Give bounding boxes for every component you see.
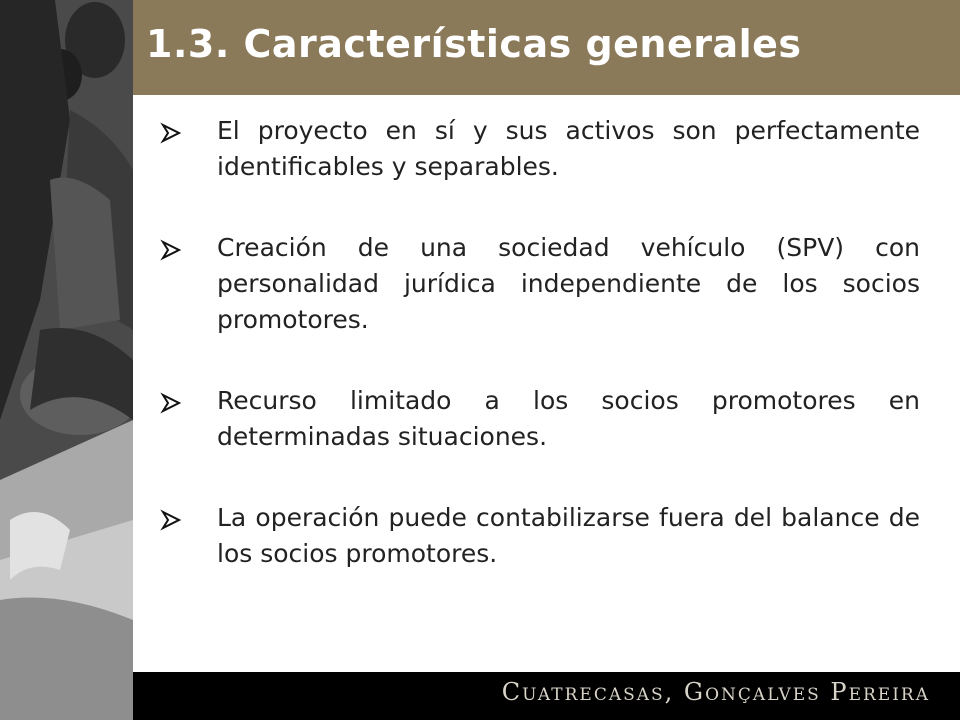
- bullet-text: Creación de una sociedad vehículo (SPV) con personalidad jurídica independiente de los socios promotores.: [217, 233, 920, 334]
- bullet-text: El proyecto en sí y sus activos son perfectamente identificables y separables.: [217, 116, 920, 181]
- arrow-bullet-icon: [160, 239, 182, 261]
- arrow-bullet-icon: [160, 509, 182, 531]
- slide-title: 1.3. Características generales: [146, 22, 802, 66]
- arrow-bullet-icon: [160, 392, 182, 414]
- meeting-room-photo: [0, 0, 133, 720]
- arrow-bullet-icon: [160, 122, 182, 144]
- bullet-item: [160, 113, 920, 185]
- bullet-list: [160, 113, 920, 617]
- footer-bar: [133, 672, 960, 720]
- bullet-text: Recurso limitado a los socios promotores en determinadas situaciones.: [217, 386, 920, 451]
- bullet-text: La operación puede contabilizarse fuera del balance de los socios promotores.: [217, 503, 920, 568]
- brand-logo-text: Cuatrecasas, Gonçalves Pereira: [501, 678, 930, 706]
- bullet-item: [160, 230, 920, 338]
- bullet-item: [160, 383, 920, 455]
- bullet-item: [160, 500, 920, 572]
